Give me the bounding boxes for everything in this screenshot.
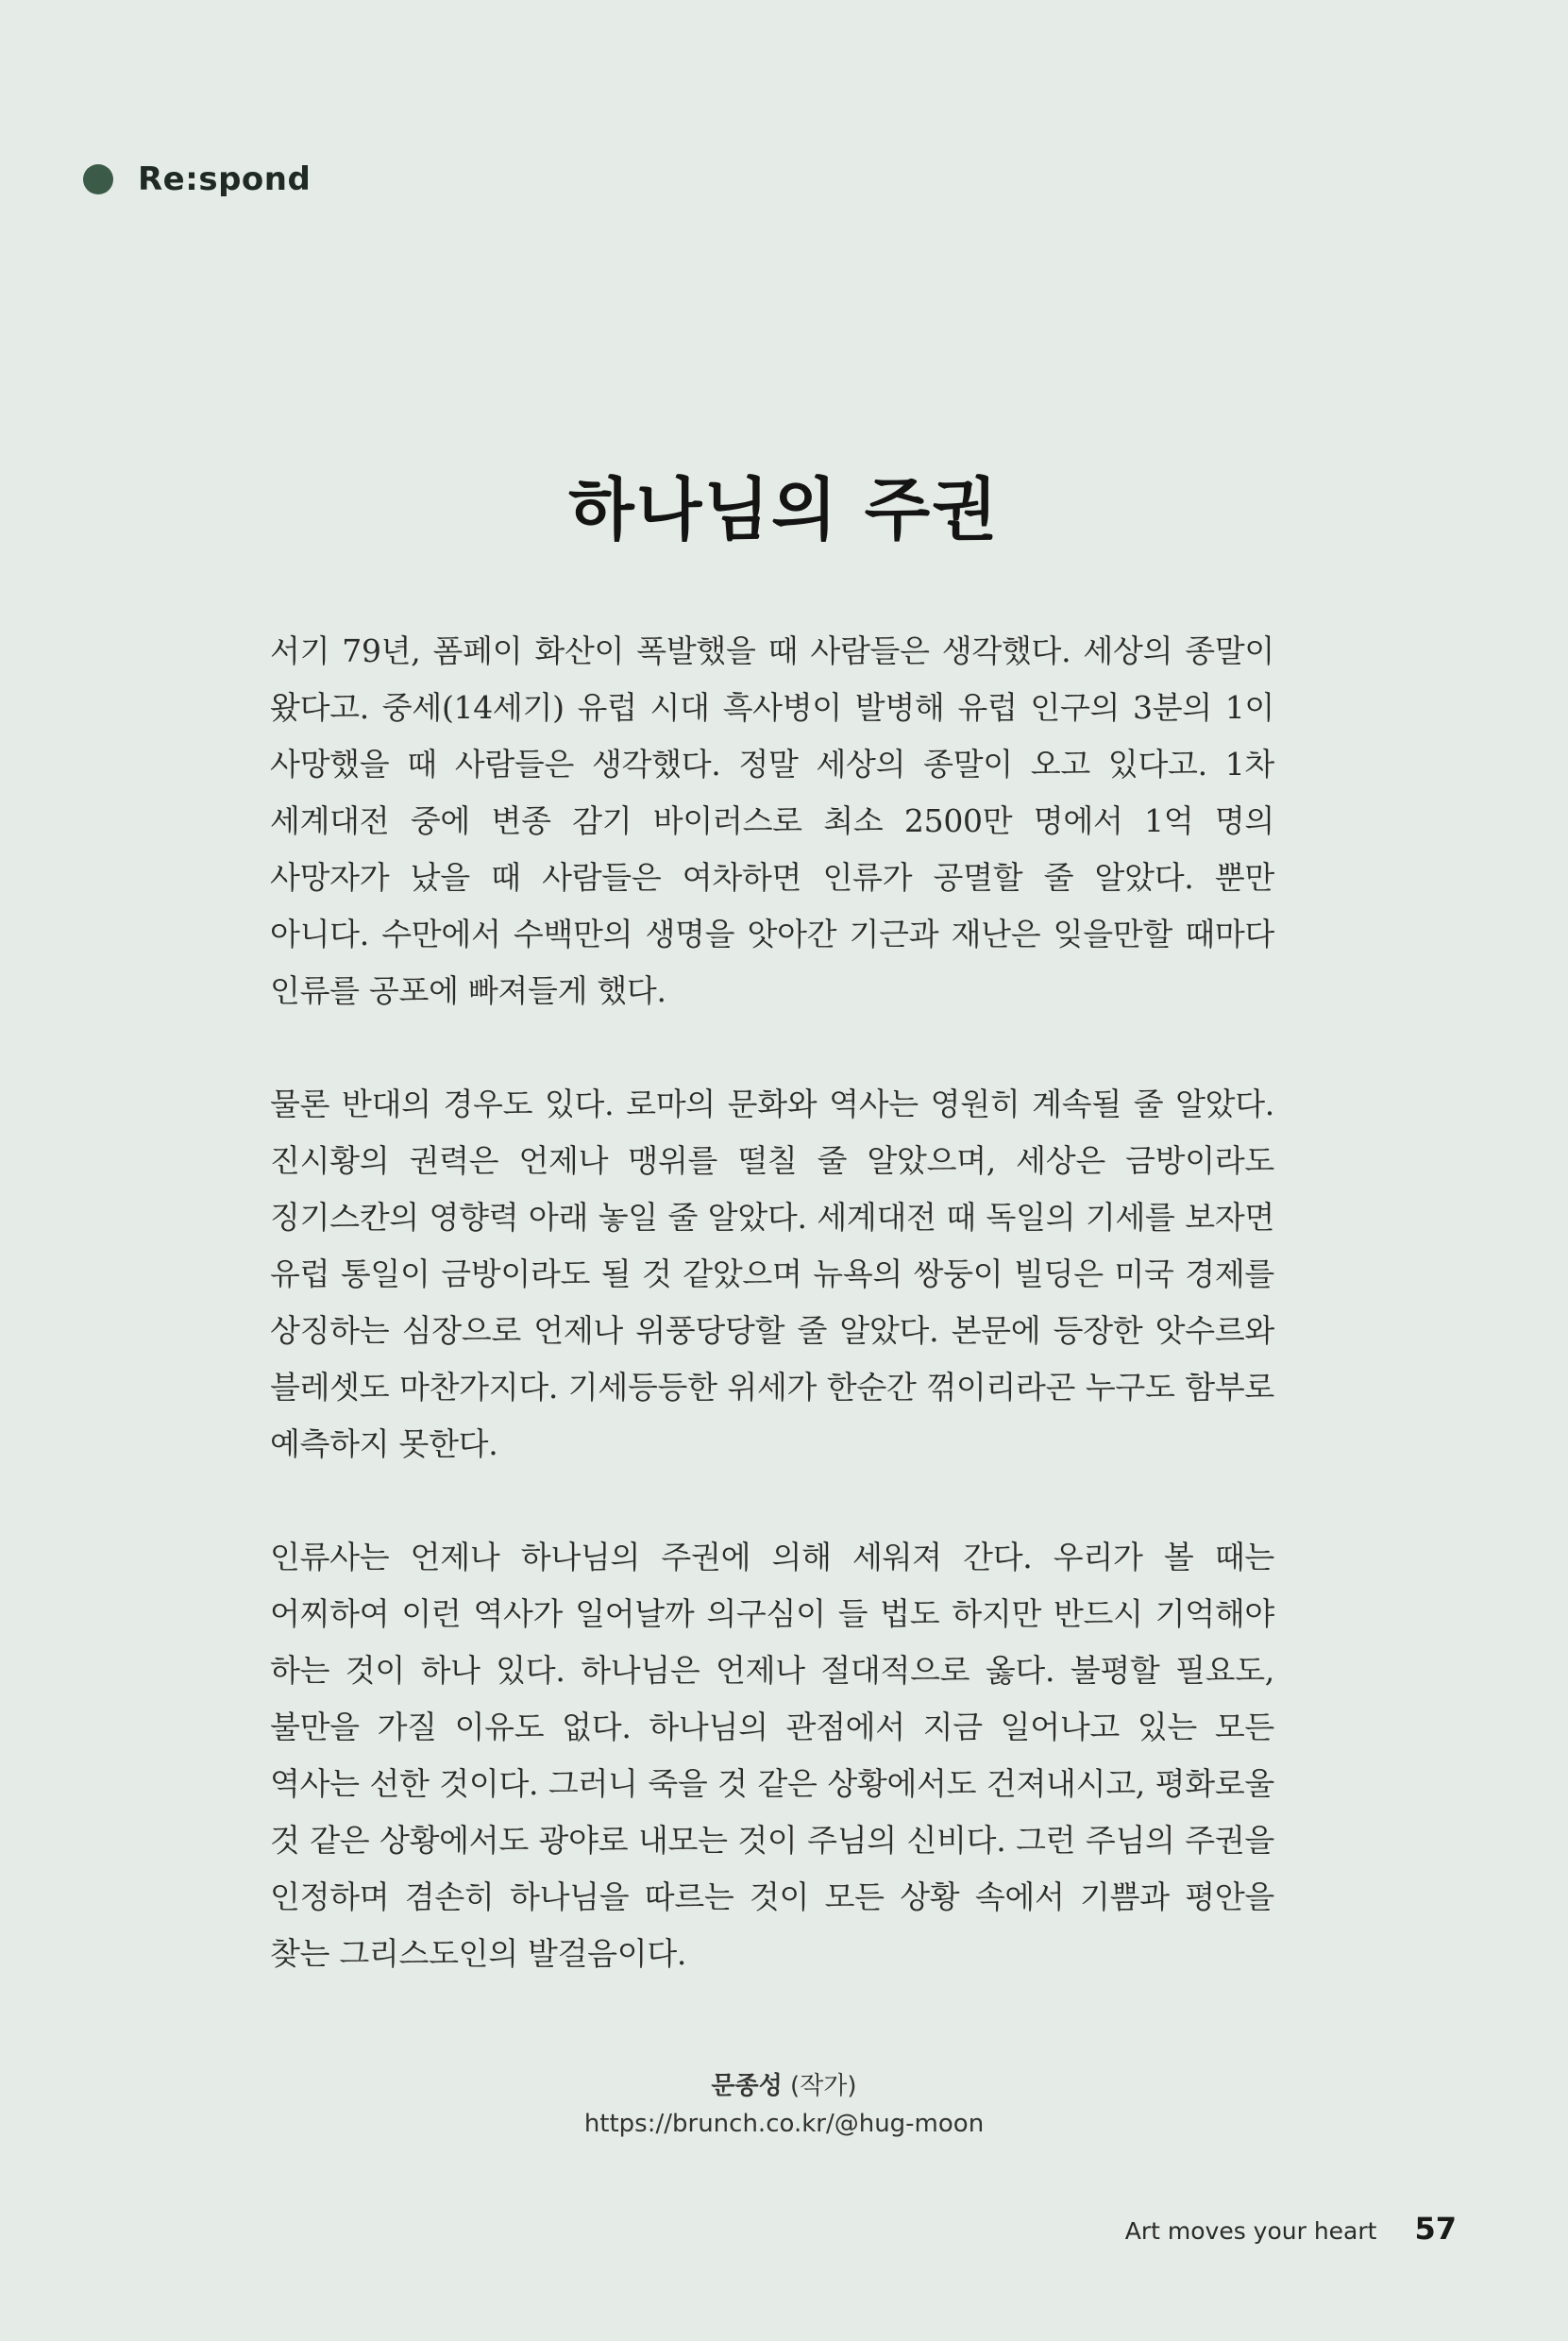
author-url: https://brunch.co.kr/@hug-moon	[583, 2110, 985, 2138]
article-body	[270, 623, 1274, 2039]
author-byline	[0, 2067, 1568, 2143]
page-number: 57	[1414, 2211, 1457, 2247]
section-dot-icon	[83, 164, 113, 194]
paragraph-1: 서기 79년, 폼페이 화산이 폭발했을 때 사람들은 생각했다. 세상의 종말이 왔다고. 중세(14세기) 유럽 시대 흑사병이 발병해 유럽 인구의 3분의 1이 사망했을 때 사람들은 생각했다. 정말 세상의 종말이 오고 있다고. 1차 세계대전 중에 변종 감기 바이러스로 최소 2500만 명에서 1억 명의 사망자가 났을 때 사람들은 여차하면 인류가 공멸할 줄 알았다. 뿐만 아니다. 수만에서 수백만의 생명을 앗아간 기근과 재난은 잊을만할 때마다 인류를 공포에 빠져들게 했다.	[270, 632, 1274, 1009]
section-label: Re:spond	[138, 160, 312, 198]
page-footer	[1125, 2211, 1457, 2247]
paragraph-3: 인류사는 언제나 하나님의 주권에 의해 세워져 간다. 우리가 볼 때는 어찌하여 이런 역사가 일어날까 의구심이 들 법도 하지만 반드시 기억해야 하는 것이 하나 있다. 하나님은 언제나 절대적으로 옳다. 불평할 필요도, 불만을 가질 이유도 없다. 하나님의 관점에서 지금 일어나고 있는 모든 역사는 선한 것이다. 그러니 죽을 것 같은 상황에서도 건져내시고, 평화로울 것 같은 상황에서도 광야로 내모는 것이 주님의 신비다. 그런 주님의 주권을 인정하며 겸손히 하나님을 따르는 것이 모든 상황 속에서 기쁨과 평안을 찾는 그리스도인의 발걸음이다.	[270, 1539, 1274, 1972]
author-role: (작가)	[790, 2072, 857, 2100]
paragraph-2: 물론 반대의 경우도 있다. 로마의 문화와 역사는 영원히 계속될 줄 알았다. 진시황의 권력은 언제나 맹위를 떨칠 줄 알았으며, 세상은 금방이라도 징기스칸의 영향력 아래 놓일 줄 알았다. 세계대전 때 독일의 기세를 보자면 유럽 통일이 금방이라도 될 것 같았으며 뉴욕의 쌍둥이 빌딩은 미국 경제를 상징하는 심장으로 언제나 위풍당당할 줄 알았다. 본문에 등장한 앗수르와 블레셋도 마찬가지다. 기세등등한 위세가 한순간 꺾이리라곤 누구도 함부로 예측하지 못한다.	[270, 1086, 1274, 1462]
author-line	[0, 2067, 1568, 2105]
article-title: 하나님의 주권	[568, 469, 1000, 549]
section-tag	[83, 160, 311, 198]
author-name: 문종성	[711, 2072, 783, 2100]
footer-tagline: Art moves your heart	[1124, 2217, 1377, 2245]
